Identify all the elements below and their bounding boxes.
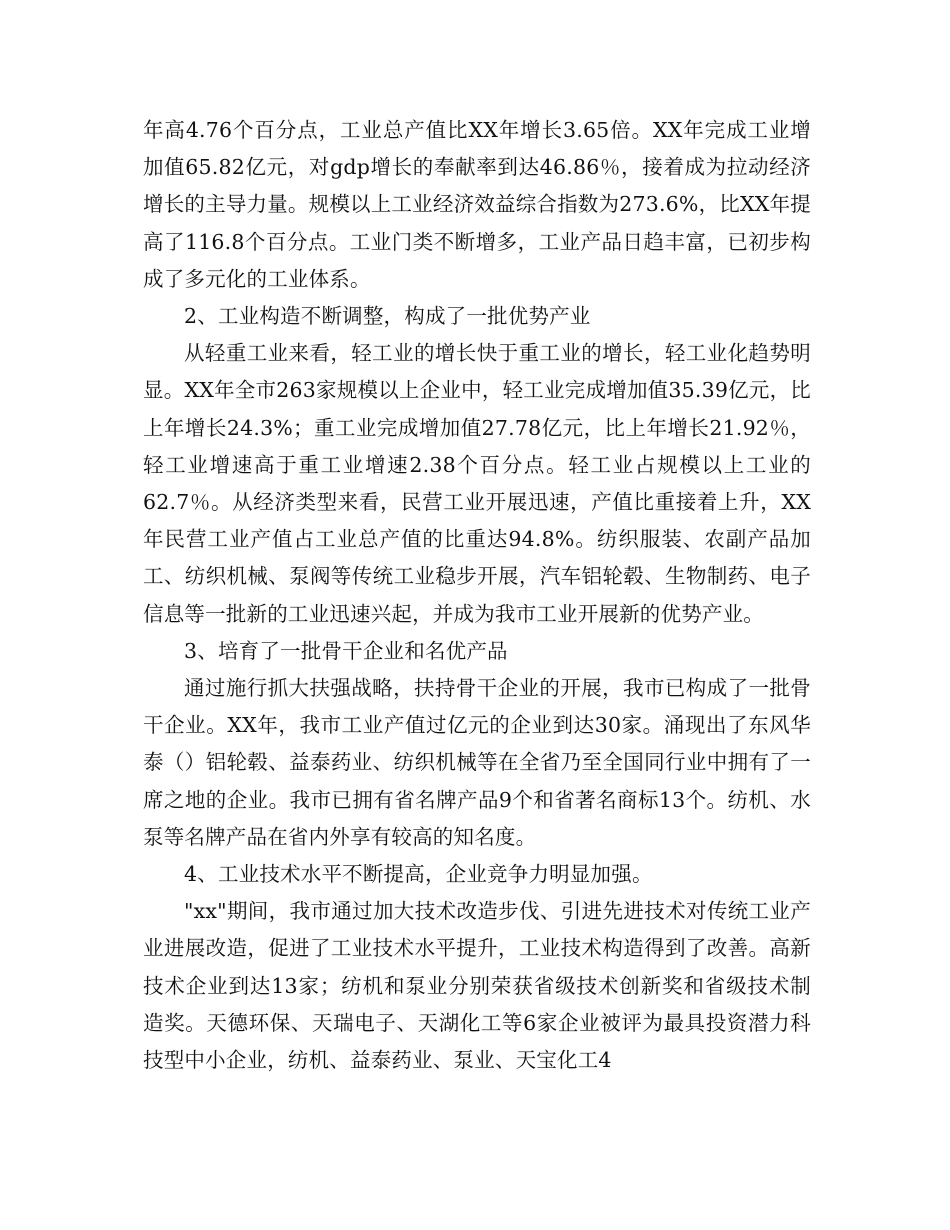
heading-technology-level: 4、工业技术水平不断提高，企业竞争力明显加强。 <box>184 862 653 887</box>
heading-backbone-enterprises: 3、培育了一批骨干企业和名优产品 <box>184 638 508 663</box>
heading-structure-adjustment: 2、工业构造不断调整，构成了一批优势产业 <box>184 304 591 329</box>
paragraph-backbone-enterprises: 通过施行抓大扶强战略，扶持骨干企业的开展，我市已构成了一批骨干企业。XX年，我市工业产值过亿元的企业到达30家。涌现出了东风华泰（）铝轮毂、益泰药业、纺织机械等在全省乃至全国同行业中拥有了一席之地的企业。我市已拥有省名牌产品9个和省著名商标13个。纺机、水泵等名牌产品在省内外享有较高的知名度。 <box>143 676 811 849</box>
paragraph-industrial-growth: 年高4.76个百分点，工业总产值比XX年增长3.65倍。XX年完成工业增加值65.82亿元，对gdp增长的奉献率到达46.86％，接着成为拉动经济增长的主导力量。规模以上工业经济效益综合指数为273.6%，比XX年提高了116.8个百分点。工业门类不断增多，工业产品日趋丰富，已初步构成了多元化的工业体系。 <box>143 118 811 291</box>
paragraph-light-heavy-industry: 从轻重工业来看，轻工业的增长快于重工业的增长，轻工业化趋势明显。XX年全市263家规模以上企业中，轻工业完成增加值35.39亿元，比上年增长24.3%；重工业完成增加值27.78亿元，比上年增长21.92％，轻工业增速高于重工业增速2.38个百分点。轻工业占规模以上工业的62.7％。从经济类型来看，民营工业开展迅速，产值比重接着上升，XX年民营工业产值占工业总产值的比重达94.8%。纺织服装、农副产品加工、纺织机械、泵阀等传统工业稳步开展，汽车铝轮毂、生物制药、电子信息等一批新的工业迅速兴起，并成为我市工业开展新的优势产业。 <box>143 341 811 626</box>
paragraph-technology-level: "xx"期间，我市通过加大技术改造步伐、引进先进技术对传统工业产业进展改造，促进了工业技术水平提升，工业技术构造得到了改善。高新技术企业到达13家；纺机和泵业分别荣获省级技术创新奖和省级技术制造奖。天德环保、天瑞电子、天湖化工等6家企业被评为最具投资潜力科技型中小企业，纺机、益泰药业、泵业、天宝化工4 <box>143 899 811 1073</box>
document-body <box>143 112 811 1079</box>
